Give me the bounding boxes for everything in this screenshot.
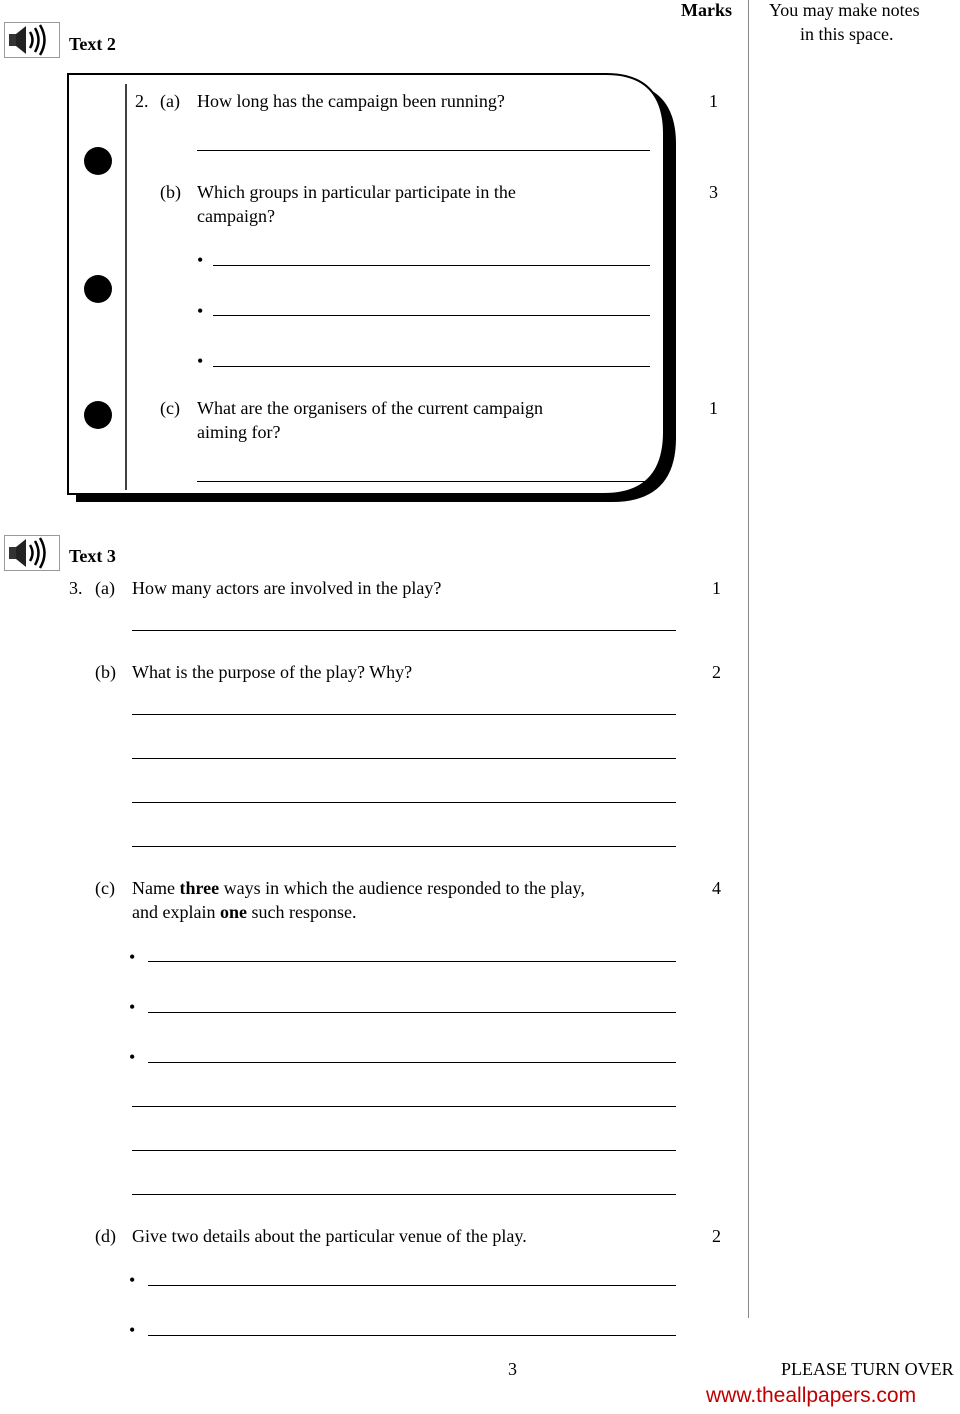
q2-number: 2.: [135, 91, 149, 111]
q3c-question-line1: [132, 876, 585, 900]
text3-title: Text 3: [69, 546, 116, 566]
bullet: •: [129, 1320, 136, 1340]
q2c-label: (c): [160, 398, 180, 418]
q2c-question-line1: What are the organisers of the current campaign: [197, 398, 544, 418]
q3c-marks: 4: [712, 878, 721, 898]
speaker-icon: [4, 22, 60, 58]
q2a-label: (a): [160, 91, 180, 111]
q3c-answer-line[interactable]: [148, 1062, 676, 1063]
q3a-answer-line[interactable]: [132, 630, 676, 631]
q3a-question: How many actors are involved in the play?: [132, 578, 442, 598]
marks-header: Marks: [681, 0, 732, 20]
q3c-label: (c): [95, 878, 115, 898]
text2-title: Text 2: [69, 34, 116, 54]
q3-number: 3.: [69, 578, 83, 598]
q3b-answer-line[interactable]: [132, 802, 676, 803]
q2b-label: (b): [160, 182, 181, 202]
q2a-question: How long has the campaign been running?: [197, 91, 505, 111]
margin-rule: [748, 0, 749, 1318]
bullet: •: [197, 250, 204, 270]
website-link[interactable]: www.theallpapers.com: [706, 1384, 917, 1407]
q2b-answer-line[interactable]: [213, 265, 650, 266]
q2b-answer-line[interactable]: [213, 315, 650, 316]
q3c-answer-line[interactable]: [132, 1106, 676, 1107]
q3d-answer-line[interactable]: [148, 1285, 676, 1286]
q2b-marks: 3: [709, 182, 718, 202]
q3b-answer-line[interactable]: [132, 714, 676, 715]
q3c-question-line2: [132, 900, 356, 924]
q3b-marks: 2: [712, 662, 721, 682]
q3c-text-line2-post: such response.: [246, 902, 357, 922]
q3c-text-pre: Name: [132, 878, 180, 898]
bullet: •: [129, 1270, 136, 1290]
q3b-label: (b): [95, 662, 116, 682]
notebook-frame: [66, 72, 682, 512]
q3c-text-line2-pre: and explain: [132, 902, 220, 922]
q3c-text-mid: ways in which the audience responded to the play,: [219, 878, 585, 898]
q2a-answer-line[interactable]: [197, 150, 650, 151]
q3d-answer-line[interactable]: [148, 1335, 676, 1336]
q3c-emphasis-three: three: [179, 878, 220, 898]
bullet: •: [129, 997, 136, 1017]
q3d-marks: 2: [712, 1226, 721, 1246]
q3b-question: What is the purpose of the play? Why?: [132, 662, 413, 682]
q3a-label: (a): [95, 578, 115, 598]
bullet: •: [129, 947, 136, 967]
binder-hole: [84, 401, 112, 429]
q2c-question-line2: aiming for?: [197, 422, 281, 442]
q3c-answer-line[interactable]: [148, 961, 676, 962]
q3d-question: Give two details about the particular venue of the play.: [132, 1226, 527, 1246]
q3c-answer-line[interactable]: [132, 1150, 676, 1151]
q3d-label: (d): [95, 1226, 116, 1246]
binder-hole: [84, 275, 112, 303]
q2b-question-line2: campaign?: [197, 206, 275, 226]
notes-header-line1: You may make notes: [769, 0, 920, 20]
page-number: 3: [508, 1359, 517, 1379]
bullet: •: [197, 351, 204, 371]
q2a-marks: 1: [709, 91, 718, 111]
q2b-question-line1: Which groups in particular participate in the: [197, 182, 516, 202]
notes-header-line2: in this space.: [800, 24, 894, 44]
q3c-emphasis-one: one: [219, 902, 247, 922]
binder-hole: [84, 147, 112, 175]
turn-over-note: PLEASE TURN OVER: [781, 1359, 954, 1379]
speaker-icon: [4, 535, 60, 571]
bullet: •: [197, 301, 204, 321]
q3c-answer-line[interactable]: [132, 1194, 676, 1195]
q2b-answer-line[interactable]: [213, 366, 650, 367]
q2c-marks: 1: [709, 398, 718, 418]
q2c-answer-line[interactable]: [197, 481, 647, 482]
q3a-marks: 1: [712, 578, 721, 598]
q3b-answer-line[interactable]: [132, 758, 676, 759]
bullet: •: [129, 1047, 136, 1067]
q3b-answer-line[interactable]: [132, 846, 676, 847]
q3c-answer-line[interactable]: [148, 1012, 676, 1013]
